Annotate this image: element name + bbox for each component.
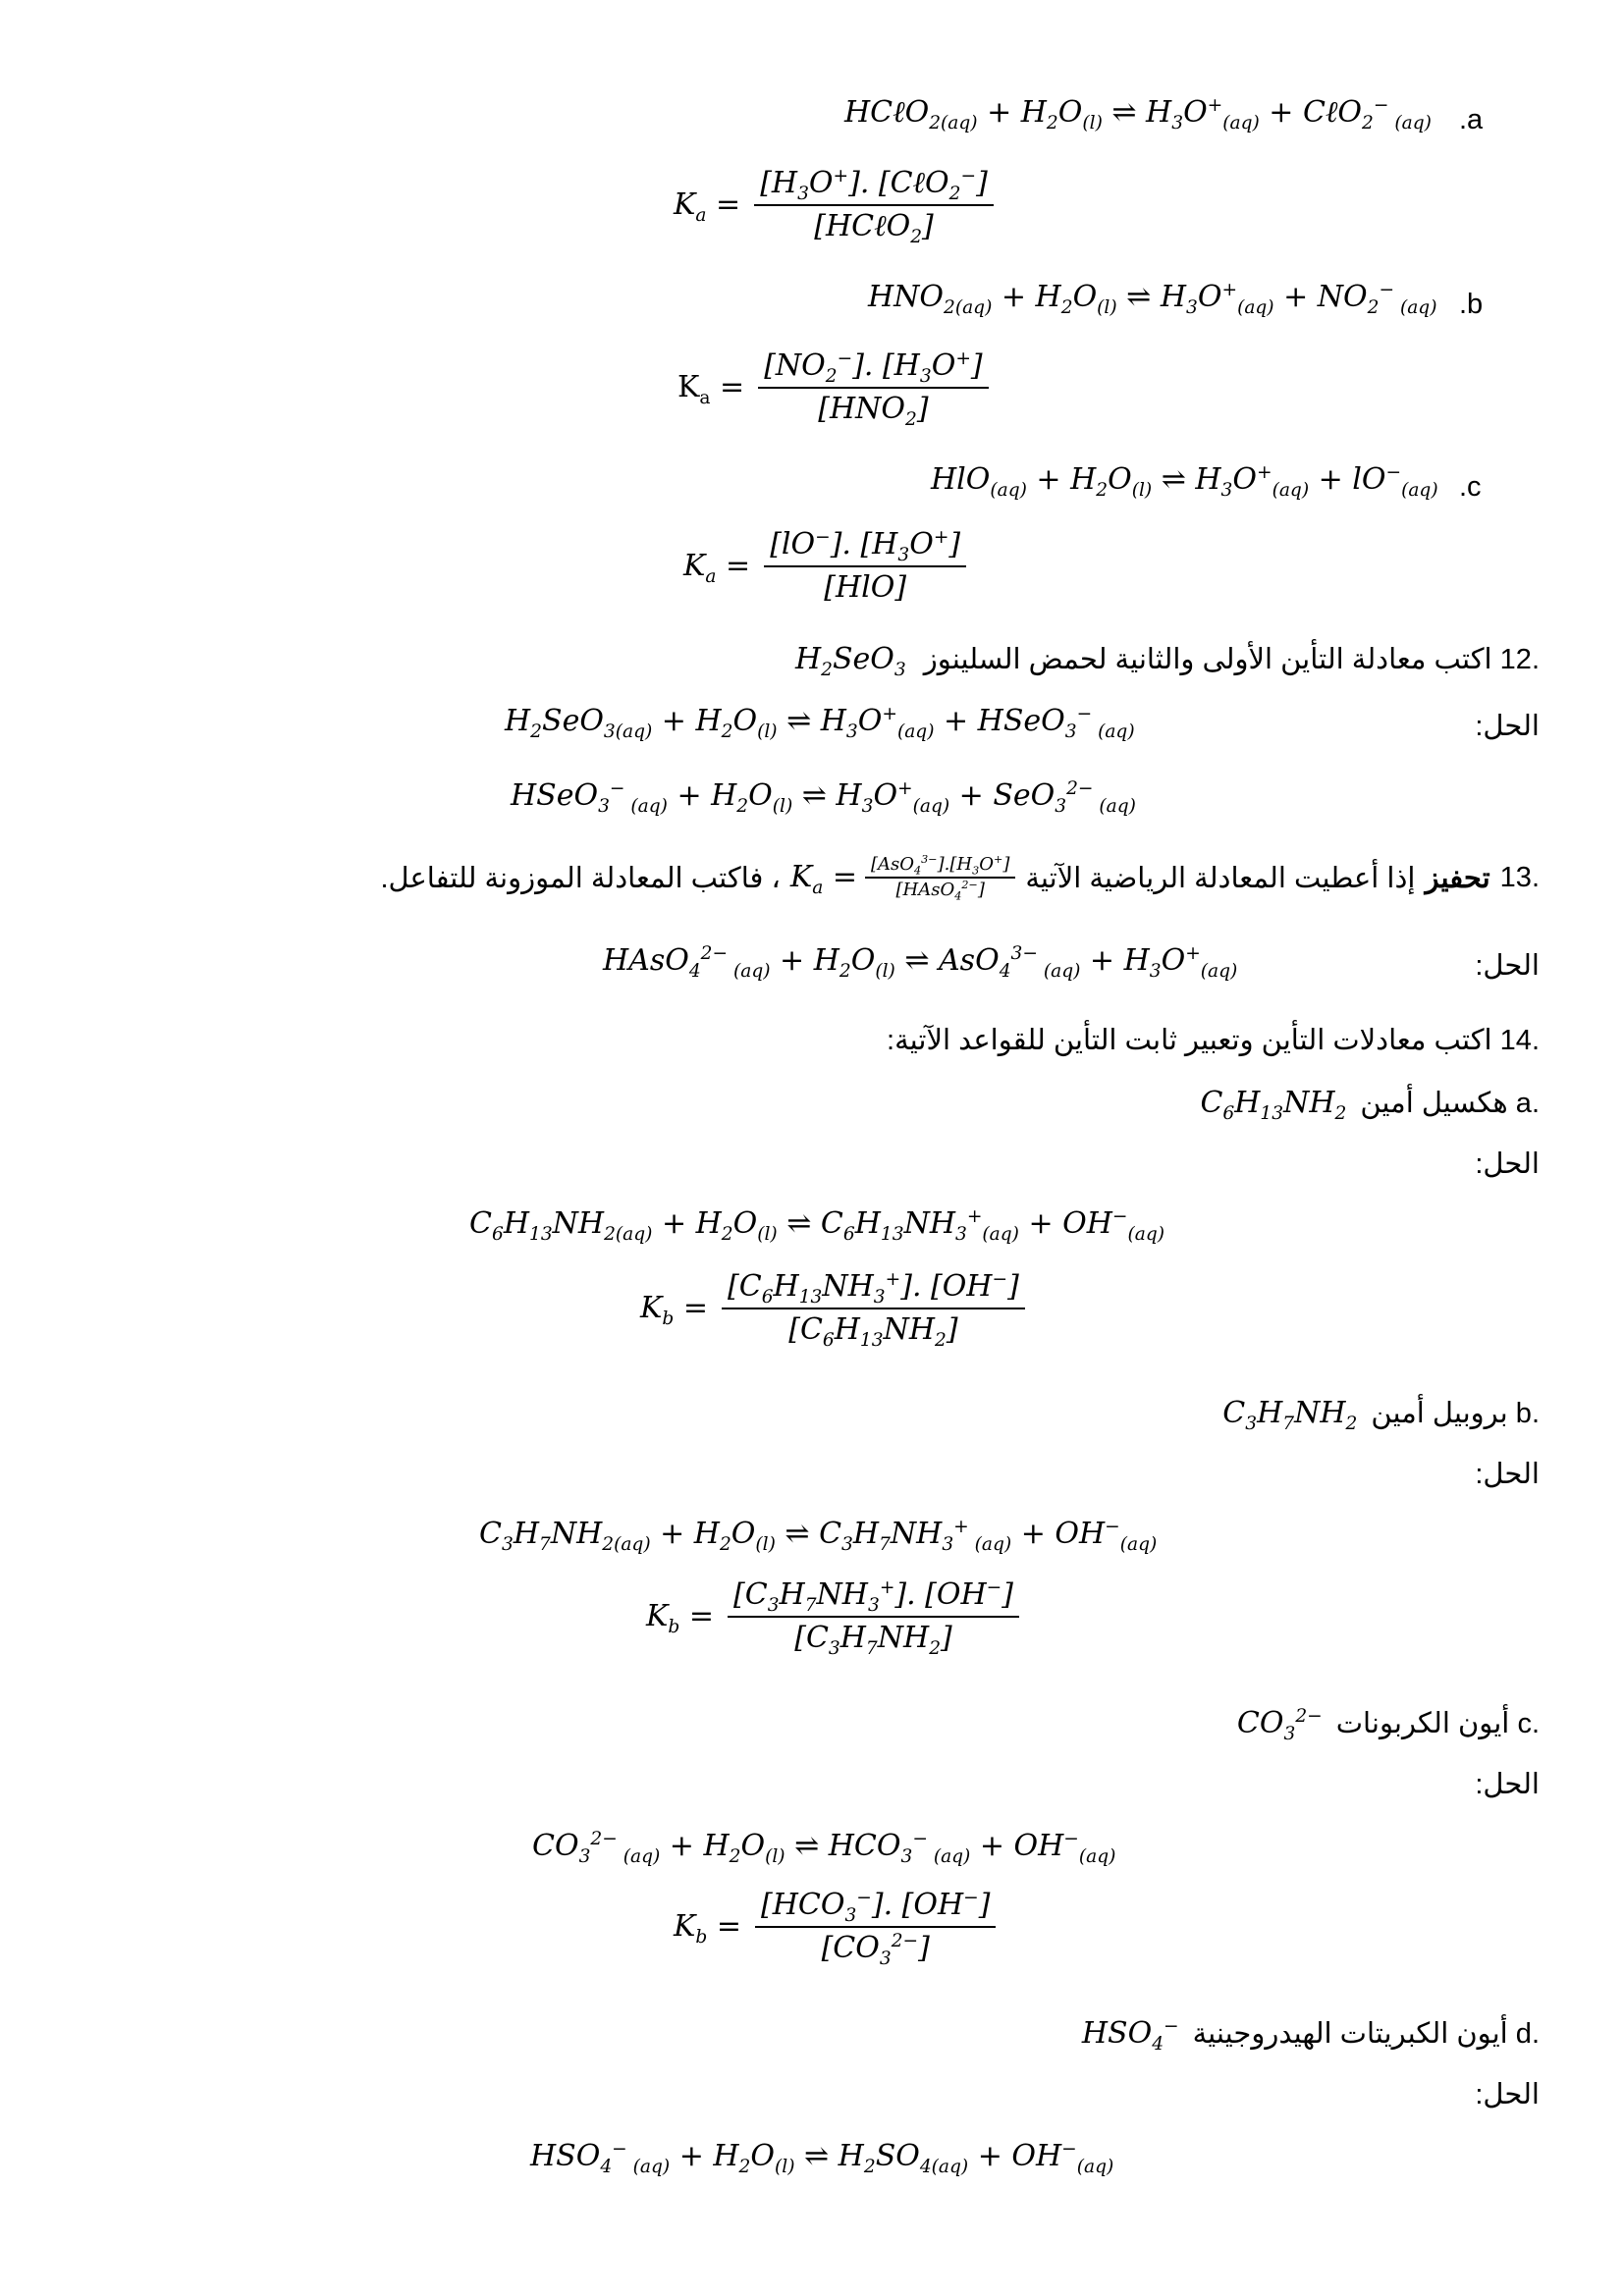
q13-text: إذا أعطيت المعادلة الرياضية الآتية: [1025, 862, 1416, 894]
label-b: .b: [1459, 289, 1484, 320]
q14b-solution-label: الحل:: [1475, 1459, 1540, 1490]
q14b-line: [1080, 1395, 1540, 1434]
equation-b: $HNO_{2(aq)} + H_2O_{(l)}$ ⇌ $H_3O^+_{(aq)} + NO_2^-$ $_{(aq)}$: [868, 280, 1437, 318]
label-c: .c: [1459, 471, 1482, 503]
q13-line: [380, 853, 1540, 903]
q12-formula: $H_2SeO_3$: [794, 641, 906, 680]
ka-expression-b: $K_a$ = $\frac{[NO_2^-]. [H_3O^+]}{[HNO_2]}$: [677, 351, 989, 424]
q13-solution-label: الحل:: [1475, 950, 1540, 982]
q14c-formula: $CO_3^{2-}$: [1236, 1705, 1323, 1744]
q12-text: .12 اكتب معادلة التأين الأولى والثانية لحمض السلينوز: [923, 644, 1540, 675]
q14b-kb-expression: $K_b$ = $\frac{[C_3H_7NH_3^+]. [OH^-]}{[C_3H_7NH_2]}$: [646, 1580, 1019, 1653]
q14c-text: .c أيون الكربونات: [1335, 1708, 1540, 1739]
label-a: .a: [1459, 104, 1484, 135]
q14a-line: [1080, 1085, 1540, 1124]
equation-c: $HlO_{(aq)} + H_2O_{(l)}$ ⇌ $H_3O^+_{(aq)} + lO^-_{(aq)}$: [931, 462, 1438, 501]
q12-solution-label: الحل:: [1475, 711, 1540, 742]
q14c-solution-label: الحل:: [1475, 1769, 1540, 1800]
q14b-formula: $C_3H_7NH_2$: [1222, 1395, 1358, 1434]
q14a-kb-expression: $K_b$ = $\frac{[C_6H_{13}NH_3^+]. [OH^-]}{[C_6H_{13}NH_2]}$: [640, 1272, 1025, 1345]
q14d-eq: $HSO_4^-$ $_{(aq)} + H_2O_{(l)}$ ⇌ $H_2SO_{4(aq)} + OH^-_{(aq)}$: [530, 2139, 1114, 2177]
q14a-text: .a هكسيل أمين: [1360, 1088, 1540, 1119]
q14c-line: [1080, 1705, 1540, 1744]
q12-eq2: HSeO$_3$− $_{(aq)} + H_2O_{(l)}$ ⇌ $H_3O^+_{(aq)} + SeO_3^{2-}$ $_{(aq)}$: [511, 778, 1136, 817]
q14a-solution-label: الحل:: [1475, 1148, 1540, 1180]
q14d-line: [982, 2015, 1540, 2055]
q13-text-end: ، فاكتب المعادلة الموزونة للتفاعل.: [380, 862, 781, 894]
equation-a: HCℓO$_{2(aq)}$ + $H_2O_{(l)}$ ⇌ $H_3O^+_{(aq)}$ + CℓO$_2$− $_{(aq)}$: [844, 95, 1432, 133]
q14d-solution-label: الحل:: [1475, 2079, 1540, 2110]
q13-bold: تحفيز: [1425, 862, 1490, 894]
q13-ka-expression: $K_a$ = $\frac{[AsO_4^{3-}].[H_3O^+]}{[HAsO_4^{2-}]}$: [790, 856, 1016, 899]
q12-line: [794, 641, 1540, 680]
q14b-eq: $C_3H_7NH_{2(aq)} + H_2O_{(l)}$ ⇌ $C_3H_7NH_3^+$ $_{(aq)} + OH^-_{(aq)}$: [479, 1517, 1158, 1555]
q14a-formula: $C_6H_{13}NH_2$: [1200, 1085, 1347, 1124]
q13-number: .13: [1499, 861, 1540, 893]
ka-expression-a: $K_a$ = $\frac{[H_3O^+]. [C\ell O_2^-]}{[HC\ell O_2]}$: [674, 169, 994, 241]
q14d-text: .d أيون الكبريتات الهيدروجينية: [1192, 2018, 1540, 2050]
q14c-kb-expression: $K_b$ = $\frac{[HCO_3^-]. [OH^-]}{[CO_3^{2-}]}$: [674, 1891, 996, 1963]
q14a-eq: $C_6H_{13}NH_{2(aq)} + H_2O_{(l)}$ ⇌ $C_6H_{13}NH_3^+_{(aq)} + OH^-_{(aq)}$: [469, 1206, 1164, 1245]
q13-eq: HAsO$_4^{2-}$ $_{(aq)} + H_2O_{(l)}$ ⇌ AsO$_4^{3-}$ $_{(aq)} + H_3O^+_{(aq)}$: [603, 943, 1238, 982]
q14-text: .14 اكتب معادلات التأين وتعبير ثابت التأين للقواعد الآتية:: [887, 1025, 1540, 1056]
q14b-text: .b بروبيل أمين: [1371, 1398, 1540, 1429]
ka-expression-c: $K_a$ = $\frac{[lO^-]. [H_3O^+]}{\text{[HlO]}}$: [683, 530, 966, 603]
q14d-formula: $HSO_4^-$: [1081, 2015, 1179, 2055]
q14c-eq: $CO_3^{2-}$ $_{(aq)} + H_2O_{(l)}$ ⇌ $HCO_3^-$ $_{(aq)} + OH^-_{(aq)}$: [532, 1829, 1116, 1867]
q12-eq1: $H_2SeO_{3(aq)} + H_2O_{(l)}$ ⇌ $H_3O^+_{(aq)}$ + HSeO$_3$− $_{(aq)}$: [505, 704, 1135, 742]
